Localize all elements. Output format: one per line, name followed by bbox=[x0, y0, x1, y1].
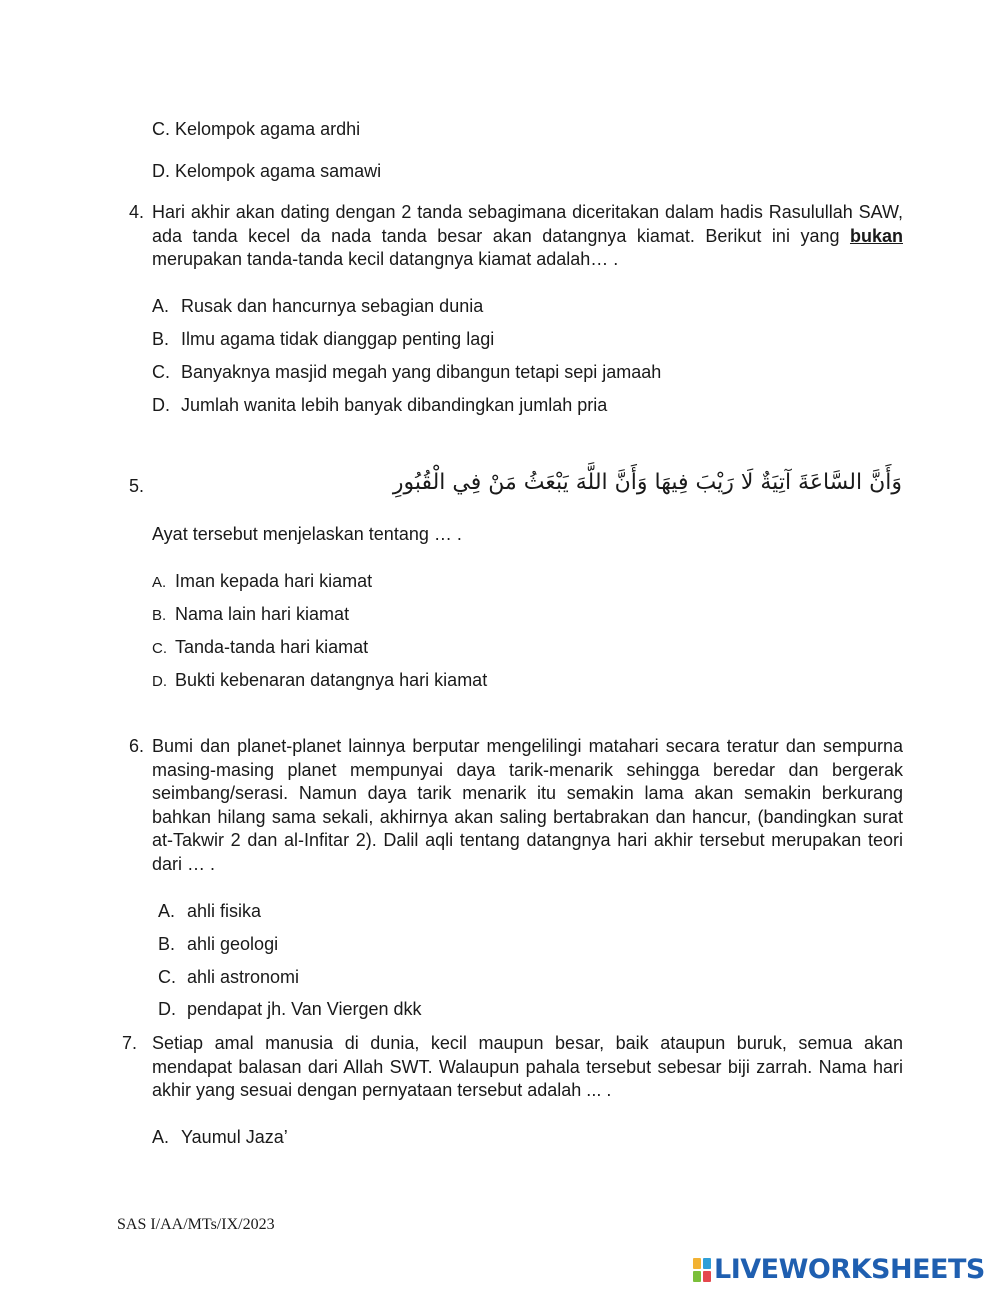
option-text: Nama lain hari kiamat bbox=[175, 604, 350, 624]
option-letter: C. bbox=[158, 967, 176, 987]
q7-text: Setiap amal manusia di dunia, kecil maupun besar, baik ataupun buruk, semua akan mendapat balasan dari Allah SWT. Walaupun pahala tersebut sebesar biji zarrah. Nama hari akhir yang sesuai dengan pernyataan tersebut adalah ... . bbox=[152, 1033, 903, 1100]
option-letter: D. bbox=[158, 999, 176, 1019]
logo-block bbox=[693, 1258, 701, 1269]
q3-option-c: C. Kelompok agama ardhi bbox=[152, 119, 361, 139]
option-letter: D. bbox=[152, 673, 167, 690]
q4-emphasis: bukan bbox=[849, 225, 903, 246]
option-letter: A. bbox=[152, 1127, 170, 1147]
option-letter: B. bbox=[152, 329, 170, 349]
option-text: Iman kepada hari kiamat bbox=[175, 571, 373, 591]
q5-option-d[interactable] bbox=[152, 669, 487, 693]
option-letter: B. bbox=[152, 607, 167, 624]
option-text: Tanda-tanda hari kiamat bbox=[175, 637, 369, 657]
q4-number: 4. bbox=[129, 202, 145, 222]
option-text: Jumlah wanita lebih banyak dibandingkan jumlah pria bbox=[181, 395, 608, 415]
q6-text: Bumi dan planet-planet lainnya berputar mengelilingi matahari secara teratur dan sempurna masing-masing planet mempunyai daya tarik-menarik sehingga beredar dan bergerak seimbang/serasi. Namun daya tarik menarik itu semakin lama akan semakin berkurang bahkan hilang sama sekali, akhirnya akan saling bertabrakan dan hancur, (bandingkan surat at-Takwir 2 dan al-Infitar 2). Dalil aqli tentang datangnya hari akhir tersebut merupakan teori dari … . bbox=[152, 736, 903, 874]
option-text: pendapat jh. Van Viergen dkk bbox=[187, 999, 422, 1019]
q6-option-d[interactable] bbox=[158, 998, 422, 1020]
option-letter: C. bbox=[152, 362, 170, 382]
option-text: ahli astronomi bbox=[187, 967, 300, 987]
logo-block bbox=[703, 1258, 711, 1269]
q4-text bbox=[152, 201, 903, 272]
q7-number: 7. bbox=[122, 1033, 138, 1053]
document-code-footer: SAS I/AA/MTs/IX/2023 bbox=[117, 1216, 275, 1233]
option-letter: A. bbox=[158, 901, 176, 921]
option-text: Banyaknya masjid megah yang dibangun tetapi sepi jamaah bbox=[181, 362, 662, 382]
q6-number: 6. bbox=[129, 736, 145, 756]
logo-blocks-icon bbox=[693, 1258, 711, 1282]
option-text: Bukti kebenaran datangnya hari kiamat bbox=[175, 670, 488, 690]
q3-option-d: D. Kelompok agama samawi bbox=[152, 161, 382, 181]
q4-option-c[interactable] bbox=[152, 361, 661, 383]
q5-arabic-verse: وَأَنَّ السَّاعَةَ آتِيَةٌ لَا رَيْبَ فِيهَا وَأَنَّ اللَّهَ يَبْعَثُ مَنْ فِي الْقُبُورِ bbox=[392, 470, 902, 495]
logo-text: LIVEWORKSHEETS bbox=[714, 1254, 985, 1285]
q5-option-c[interactable] bbox=[152, 636, 368, 660]
q4-option-d[interactable] bbox=[152, 394, 607, 416]
logo-block bbox=[693, 1271, 701, 1282]
q5-number: 5. bbox=[129, 476, 145, 496]
option-letter: D. bbox=[152, 395, 170, 415]
q4-option-a[interactable] bbox=[152, 295, 483, 317]
option-letter: B. bbox=[158, 934, 176, 954]
q7-option-a[interactable] bbox=[152, 1126, 288, 1148]
q6-option-a[interactable] bbox=[158, 900, 261, 922]
option-text: Rusak dan hancurnya sebagian dunia bbox=[181, 296, 484, 316]
option-letter: C. bbox=[152, 640, 167, 657]
q4-text-before: Hari akhir akan dating dengan 2 tanda sebagimana diceritakan dalam hadis Rasulullah SAW, ada tanda kecel da nada tanda besar akan datangnya kiamat. Berikut ini yang bbox=[152, 202, 903, 246]
q5-option-b[interactable] bbox=[152, 603, 349, 627]
liveworksheets-logo bbox=[693, 1256, 985, 1284]
option-letter: A. bbox=[152, 574, 167, 591]
q4-option-b[interactable] bbox=[152, 328, 494, 350]
option-letter: A. bbox=[152, 296, 170, 316]
q6-option-c[interactable] bbox=[158, 966, 299, 988]
logo-block bbox=[703, 1271, 711, 1282]
q5-option-a[interactable] bbox=[152, 570, 372, 594]
option-text: Yaumul Jaza’ bbox=[181, 1127, 288, 1147]
option-text: Ilmu agama tidak dianggap penting lagi bbox=[181, 329, 495, 349]
option-text: ahli geologi bbox=[187, 934, 279, 954]
q4-text-after: merupakan tanda-tanda kecil datangnya kiamat adalah… . bbox=[152, 249, 619, 269]
q5-question: Ayat tersebut menjelaskan tentang … . bbox=[152, 524, 462, 544]
q6-option-b[interactable] bbox=[158, 933, 278, 955]
option-text: ahli fisika bbox=[187, 901, 262, 921]
